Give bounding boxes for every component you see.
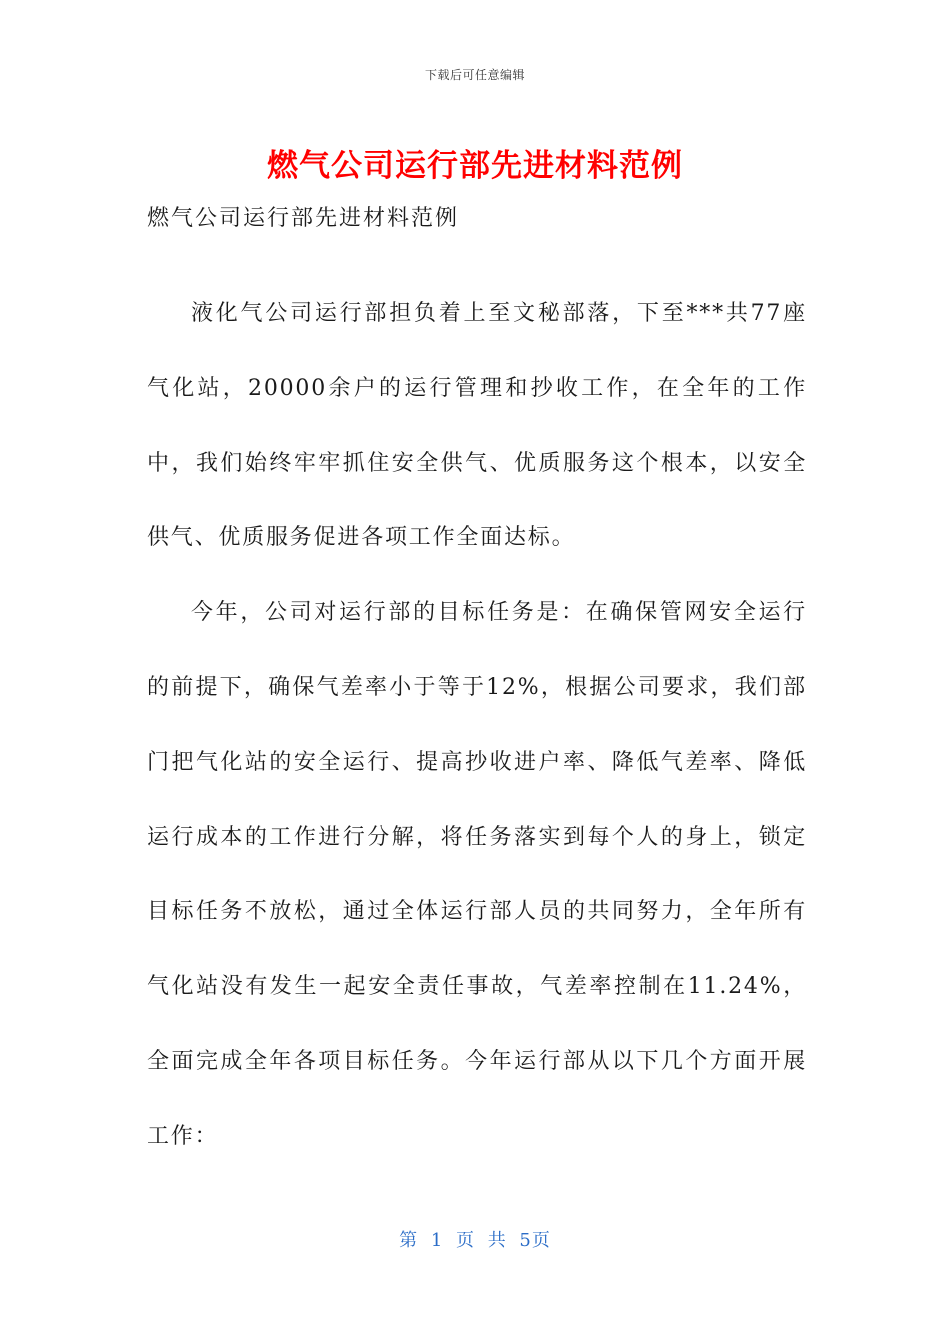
page-number: 第 1 页 共 5页 [399, 1230, 551, 1251]
document-title: 燃气公司运行部先进材料范例 [267, 148, 683, 184]
document-body [147, 277, 807, 1175]
paragraph-1: 液化气公司运行部担负着上至文秘部落，下至***共77座气化站，20000余户的运行管理和抄收工作，在全年的工作中，我们始终牢牢抓住安全供气、优质服务这个根本，以安全供气、优质服务促进各项工作全面达标。 [147, 301, 807, 551]
document-subtitle: 燃气公司运行部先进材料范例 [147, 206, 460, 231]
download-note: 下载后可任意编辑 [424, 68, 525, 82]
paragraph-2: 今年，公司对运行部的目标任务是：在确保管网安全运行的前提下，确保气差率小于等于12%，根据公司要求，我们部门把气化站的安全运行、提高抄收进户率、降低气差率、降低运行成本的工作进行分解，将任务落实到每个人的身上，锁定目标任务不放松，通过全体运行部人员的共同努力，全年所有气化站没有发生一起安全责任事故，气差率控制在11.24%，全面完成全年各项目标任务。今年运行部从以下几个方面开展工作： [147, 600, 807, 1149]
